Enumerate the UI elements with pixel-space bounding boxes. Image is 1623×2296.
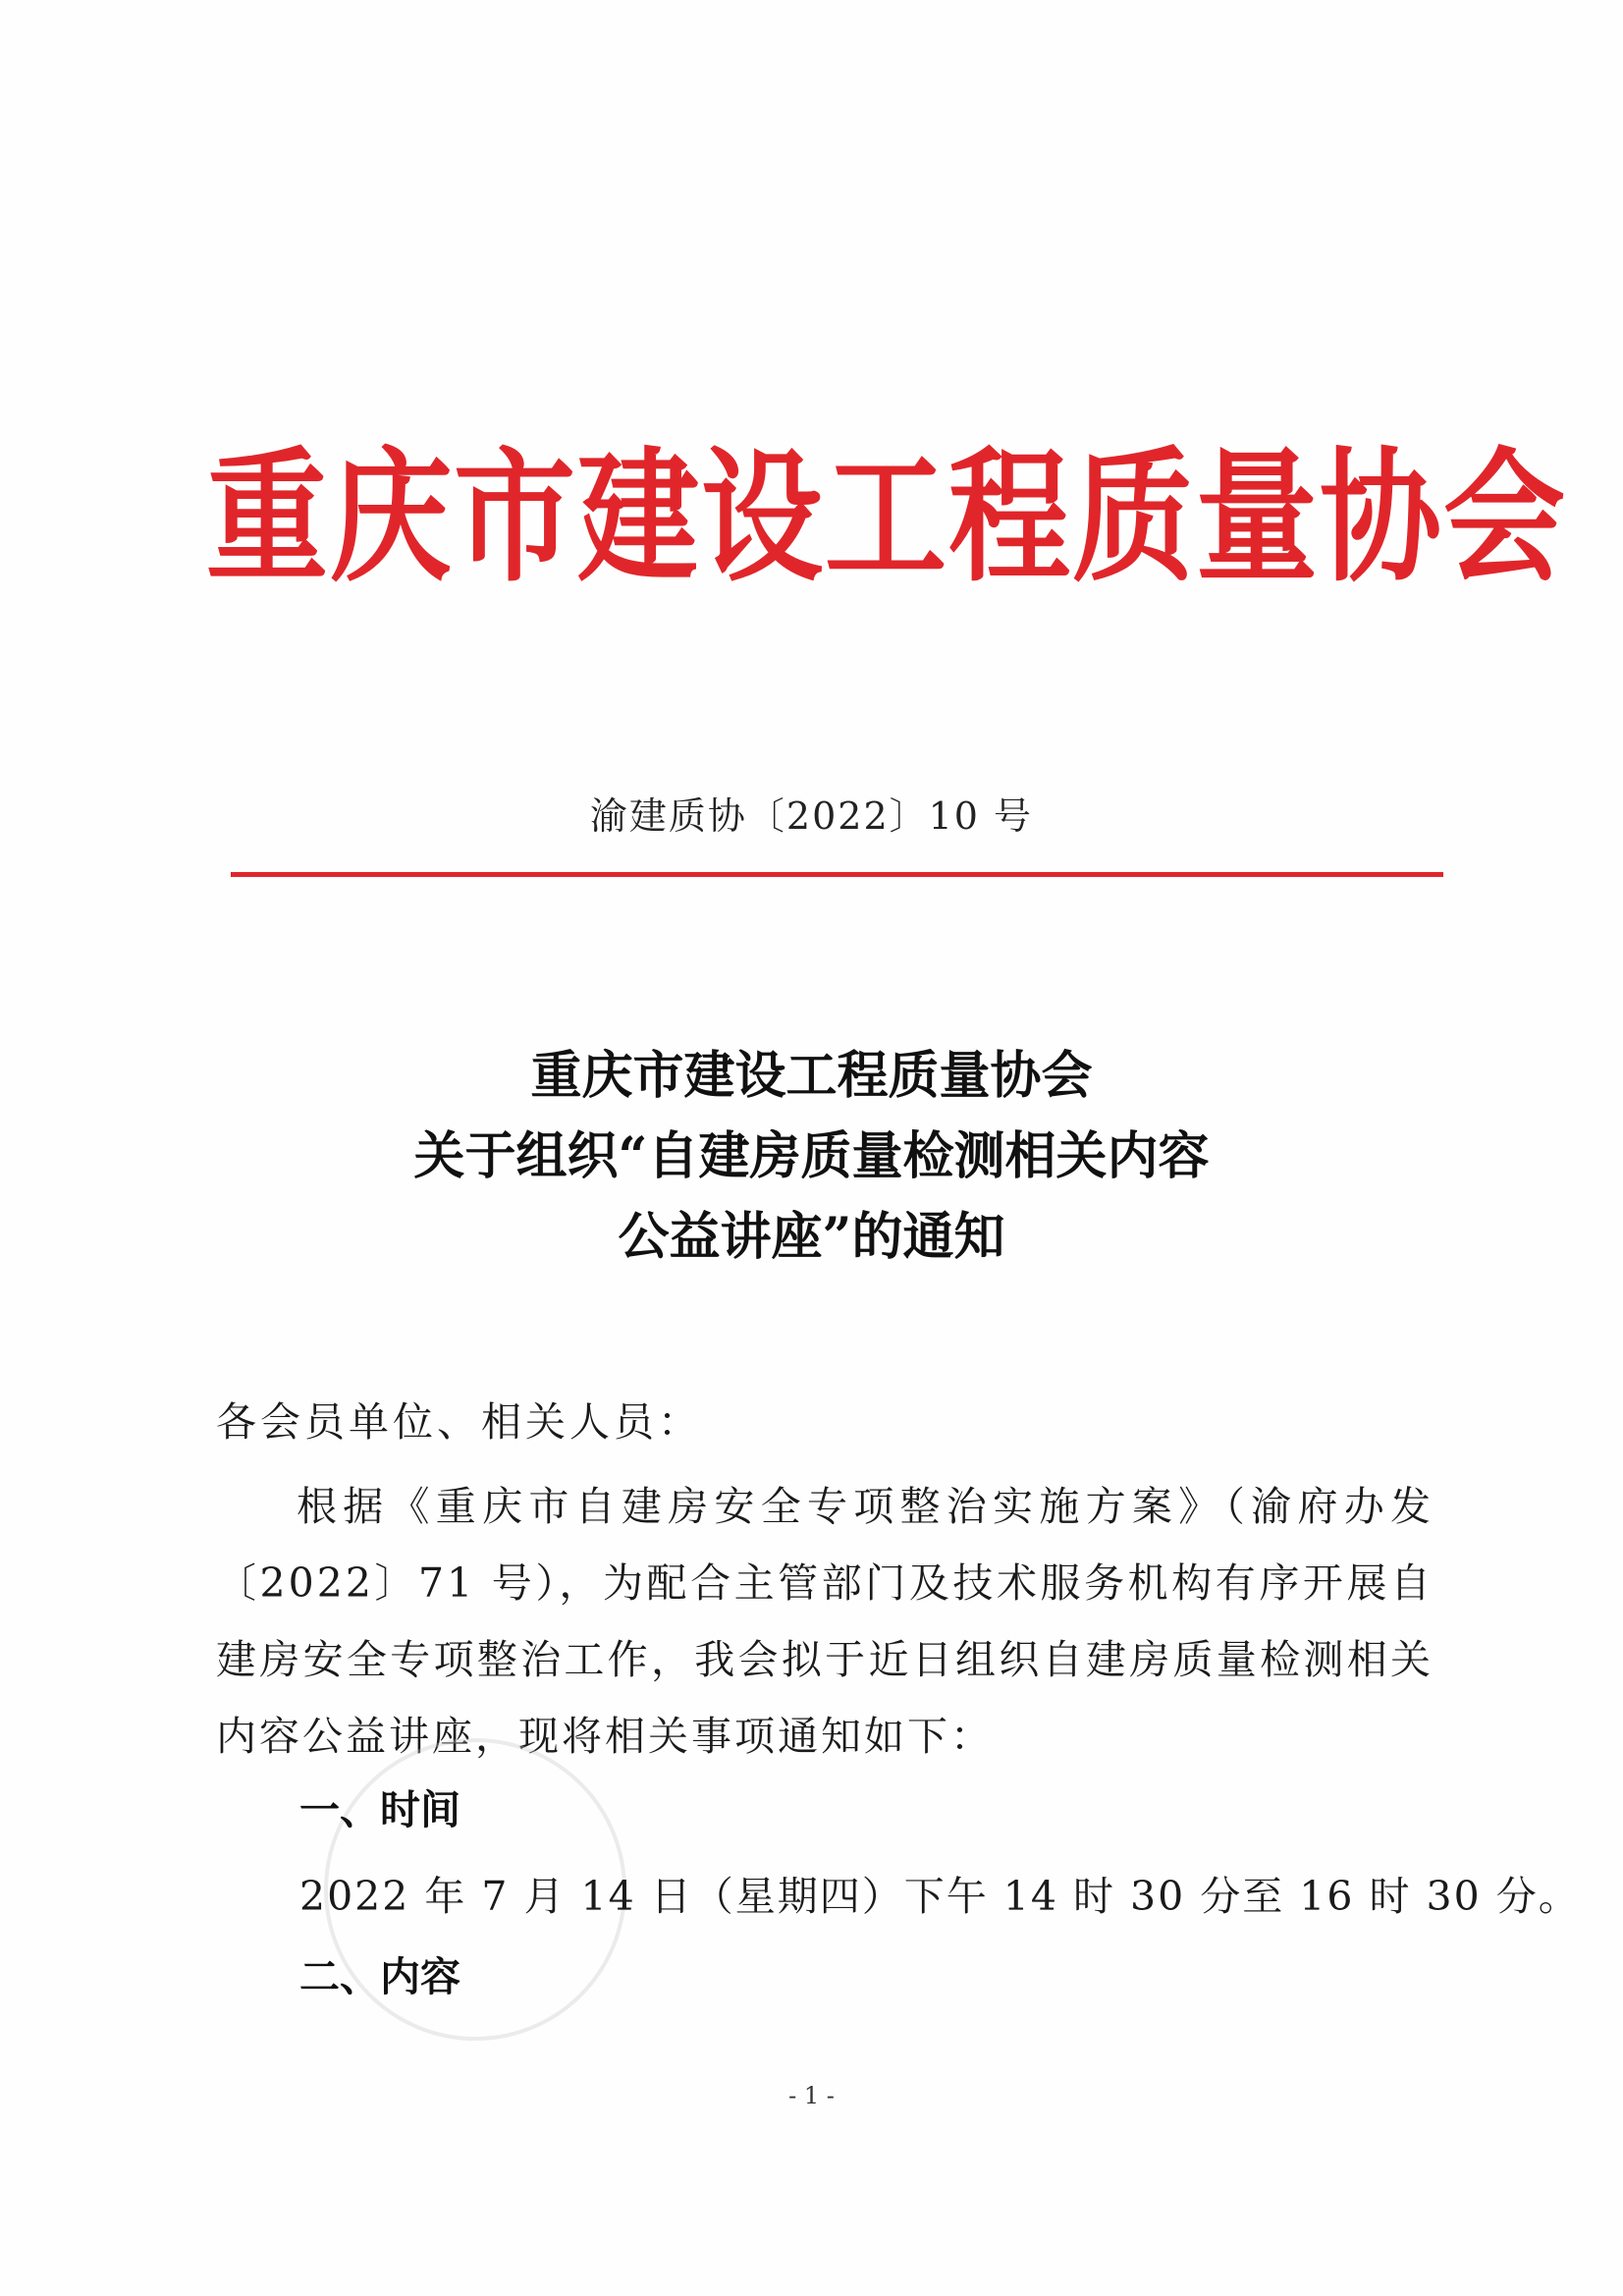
document-title <box>0 1036 1623 1278</box>
letterhead-divider <box>231 872 1443 877</box>
title-line-2: 关于组织“自建房质量检测相关内容 <box>413 1126 1210 1186</box>
page-number: - 1 - <box>788 2082 835 2109</box>
section-heading-time: 一、时间 <box>299 1786 460 1833</box>
section-heading-content: 二、内容 <box>299 1953 460 2000</box>
title-line-3: 公益讲座”的通知 <box>618 1207 1005 1267</box>
title-line-1: 重庆市建设工程质量协会 <box>530 1046 1093 1106</box>
org-letterhead: 重庆市建设工程质量协会 <box>206 434 1568 603</box>
document-number: 渝建质协〔2022〕10 号 <box>589 794 1034 838</box>
intro-paragraph: 根据《重庆市自建房安全专项整治实施方案》（渝府办发〔2022〕71 号），为配合主管部门及技术服务机构有序开展自建房安全专项整治工作，我会拟于近日组织自建房质量检测相关内容公益讲座，现将相关事项通知如下： <box>216 1483 1434 1760</box>
salutation: 各会员单位、相关人员： <box>216 1398 702 1446</box>
event-time: 2022 年 7 月 14 日（星期四）下午 14 时 30 分至 16 时 30 分。 <box>299 1873 1581 1920</box>
